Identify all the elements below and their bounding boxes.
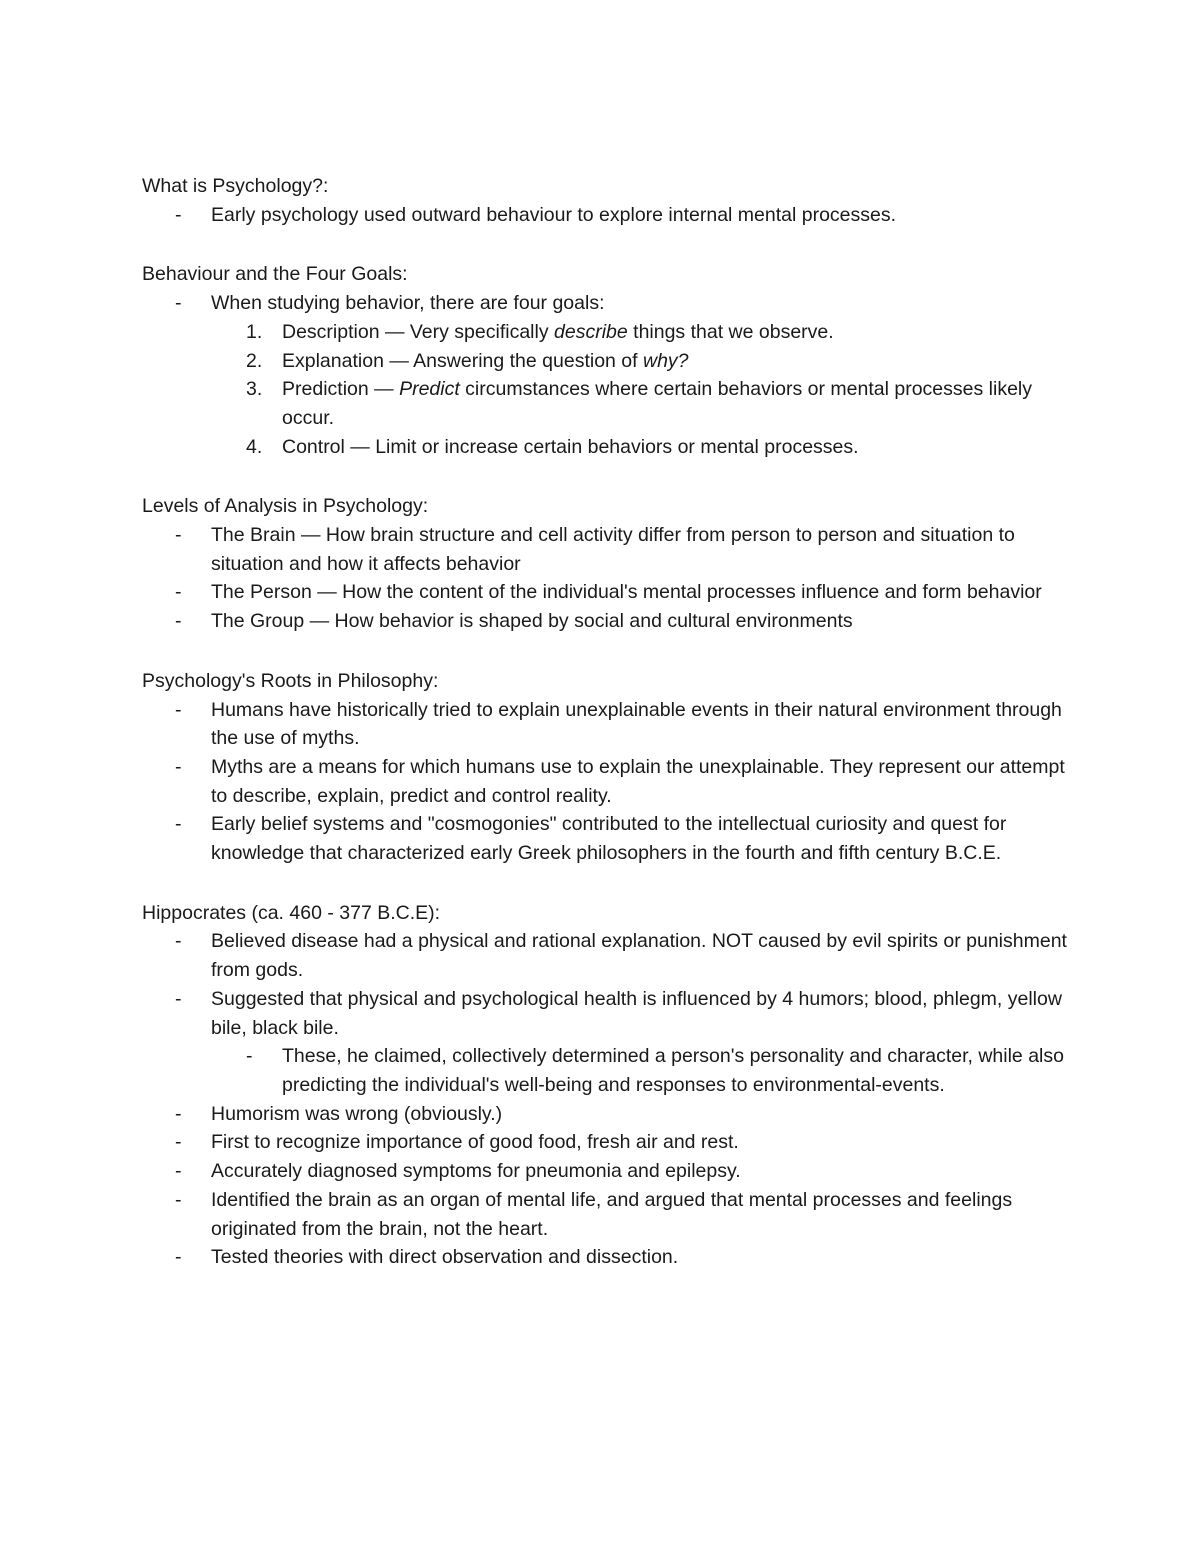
list-item-text: Identified the brain as an organ of mental life, and argued that mental processes and feelings originated from the brain, not the heart. <box>211 1188 1013 1240</box>
section-hippocrates <box>142 899 1072 1272</box>
list-item-text: First to recognize importance of good food, fresh air and rest. <box>211 1131 739 1154</box>
item-emphasis: describe <box>554 320 628 343</box>
list-item <box>142 1186 1072 1243</box>
bullet-marker: - <box>175 1160 182 1183</box>
bullet-marker: - <box>175 292 182 315</box>
section-roots-in-philosophy <box>142 667 1072 868</box>
item-number: 3. <box>246 378 263 401</box>
item-text: Explanation — Answering the question of <box>282 349 643 372</box>
list-item-text: These, he claimed, collectively determined a person's personality and character, while also predicting the individual's well-being and responses to environmental-events. <box>282 1045 1064 1096</box>
list-item <box>142 201 1072 230</box>
bullet-marker: - <box>175 581 182 604</box>
list-item-text: Suggested that physical and psychological health is influenced by 4 humors; blood, phlegm, yellow bile, black bile. <box>211 987 1062 1039</box>
list-item-text: The Person — How the content of the individual's mental processes influence and form behavior <box>211 581 1042 604</box>
section-levels-of-analysis <box>142 492 1072 636</box>
list-item-text: When studying behavior, there are four goals: <box>211 292 605 315</box>
section-heading: Behaviour and the Four Goals: <box>142 263 408 286</box>
list-item <box>142 927 1072 984</box>
bullet-marker: - <box>175 755 182 778</box>
item-text-tail: things that we observe. <box>627 320 834 343</box>
bullet-marker: - <box>246 1045 253 1068</box>
item-number: 2. <box>246 349 263 372</box>
list-item-text: Tested theories with direct observation and dissection. <box>211 1246 679 1269</box>
list-item-text: Early psychology used outward behaviour to explore internal mental processes. <box>211 203 897 226</box>
list-item-text: Humans have historically tried to explain unexplainable events in their natural environment through the use of myths. <box>211 698 1062 750</box>
list-item <box>142 578 1072 607</box>
list-item <box>142 607 1072 636</box>
list-item-text: Early belief systems and "cosmogonies" contributed to the intellectual curiosity and quest for knowledge that characterized early Greek philosophers in the fourth and fifth century B.C.E. <box>211 813 1007 865</box>
list-item <box>142 1157 1072 1186</box>
document-body <box>142 172 1072 1272</box>
list-item <box>142 1100 1072 1129</box>
bullet-marker: - <box>175 930 182 953</box>
list-item-text: The Group — How behavior is shaped by social and cultural environments <box>211 610 853 633</box>
section-four-goals <box>142 260 1072 461</box>
section-heading: Psychology's Roots in Philosophy: <box>142 669 439 692</box>
numbered-item <box>142 433 1072 462</box>
item-text: Control — Limit or increase certain behaviors or mental processes. <box>282 435 859 458</box>
section-heading: Levels of Analysis in Psychology: <box>142 495 429 518</box>
item-text-tail: circumstances where certain behaviors or mental processes likely occur. <box>282 378 1032 429</box>
item-emphasis: Predict <box>399 378 460 401</box>
list-item <box>142 696 1072 753</box>
list-item <box>142 1243 1072 1272</box>
list-item <box>142 985 1072 1042</box>
bullet-marker: - <box>175 1102 182 1125</box>
list-item-text: The Brain — How brain structure and cell activity differ from person to person and situation to situation and how it affects behavior <box>211 524 1015 575</box>
bullet-marker: - <box>175 610 182 633</box>
list-item-text: Myths are a means for which humans use to explain the unexplainable. They represent our attempt to describe, explain, predict and control reality. <box>211 755 1065 807</box>
list-item <box>142 1128 1072 1157</box>
bullet-marker: - <box>175 524 182 547</box>
item-text: Prediction — <box>282 378 400 401</box>
numbered-item <box>142 318 1072 347</box>
sub-list-item <box>142 1042 1072 1099</box>
section-heading: What is Psychology?: <box>142 175 329 197</box>
bullet-marker: - <box>175 987 182 1010</box>
list-item <box>142 289 1072 318</box>
list-item-text: Believed disease had a physical and rational explanation. NOT caused by evil spirits or punishment from gods. <box>211 930 1067 982</box>
item-number: 1. <box>246 320 263 343</box>
item-emphasis: why? <box>642 349 689 372</box>
bullet-marker: - <box>175 813 182 836</box>
list-item-text: Accurately diagnosed symptoms for pneumonia and epilepsy. <box>211 1160 741 1183</box>
numbered-item <box>142 375 1072 432</box>
item-text: Description — Very specifically <box>282 320 555 343</box>
list-item <box>142 521 1072 578</box>
bullet-marker: - <box>175 1246 182 1269</box>
item-number: 4. <box>246 435 263 458</box>
section-what-is-psychology <box>142 172 1072 229</box>
list-item <box>142 753 1072 810</box>
bullet-marker: - <box>175 1188 182 1211</box>
bullet-marker: - <box>175 698 182 721</box>
numbered-item <box>142 347 1072 376</box>
section-heading: Hippocrates (ca. 460 - 377 B.C.E): <box>142 901 441 924</box>
bullet-marker: - <box>175 203 182 226</box>
list-item <box>142 810 1072 867</box>
list-item-text: Humorism was wrong (obviously.) <box>211 1102 503 1125</box>
bullet-marker: - <box>175 1131 182 1154</box>
